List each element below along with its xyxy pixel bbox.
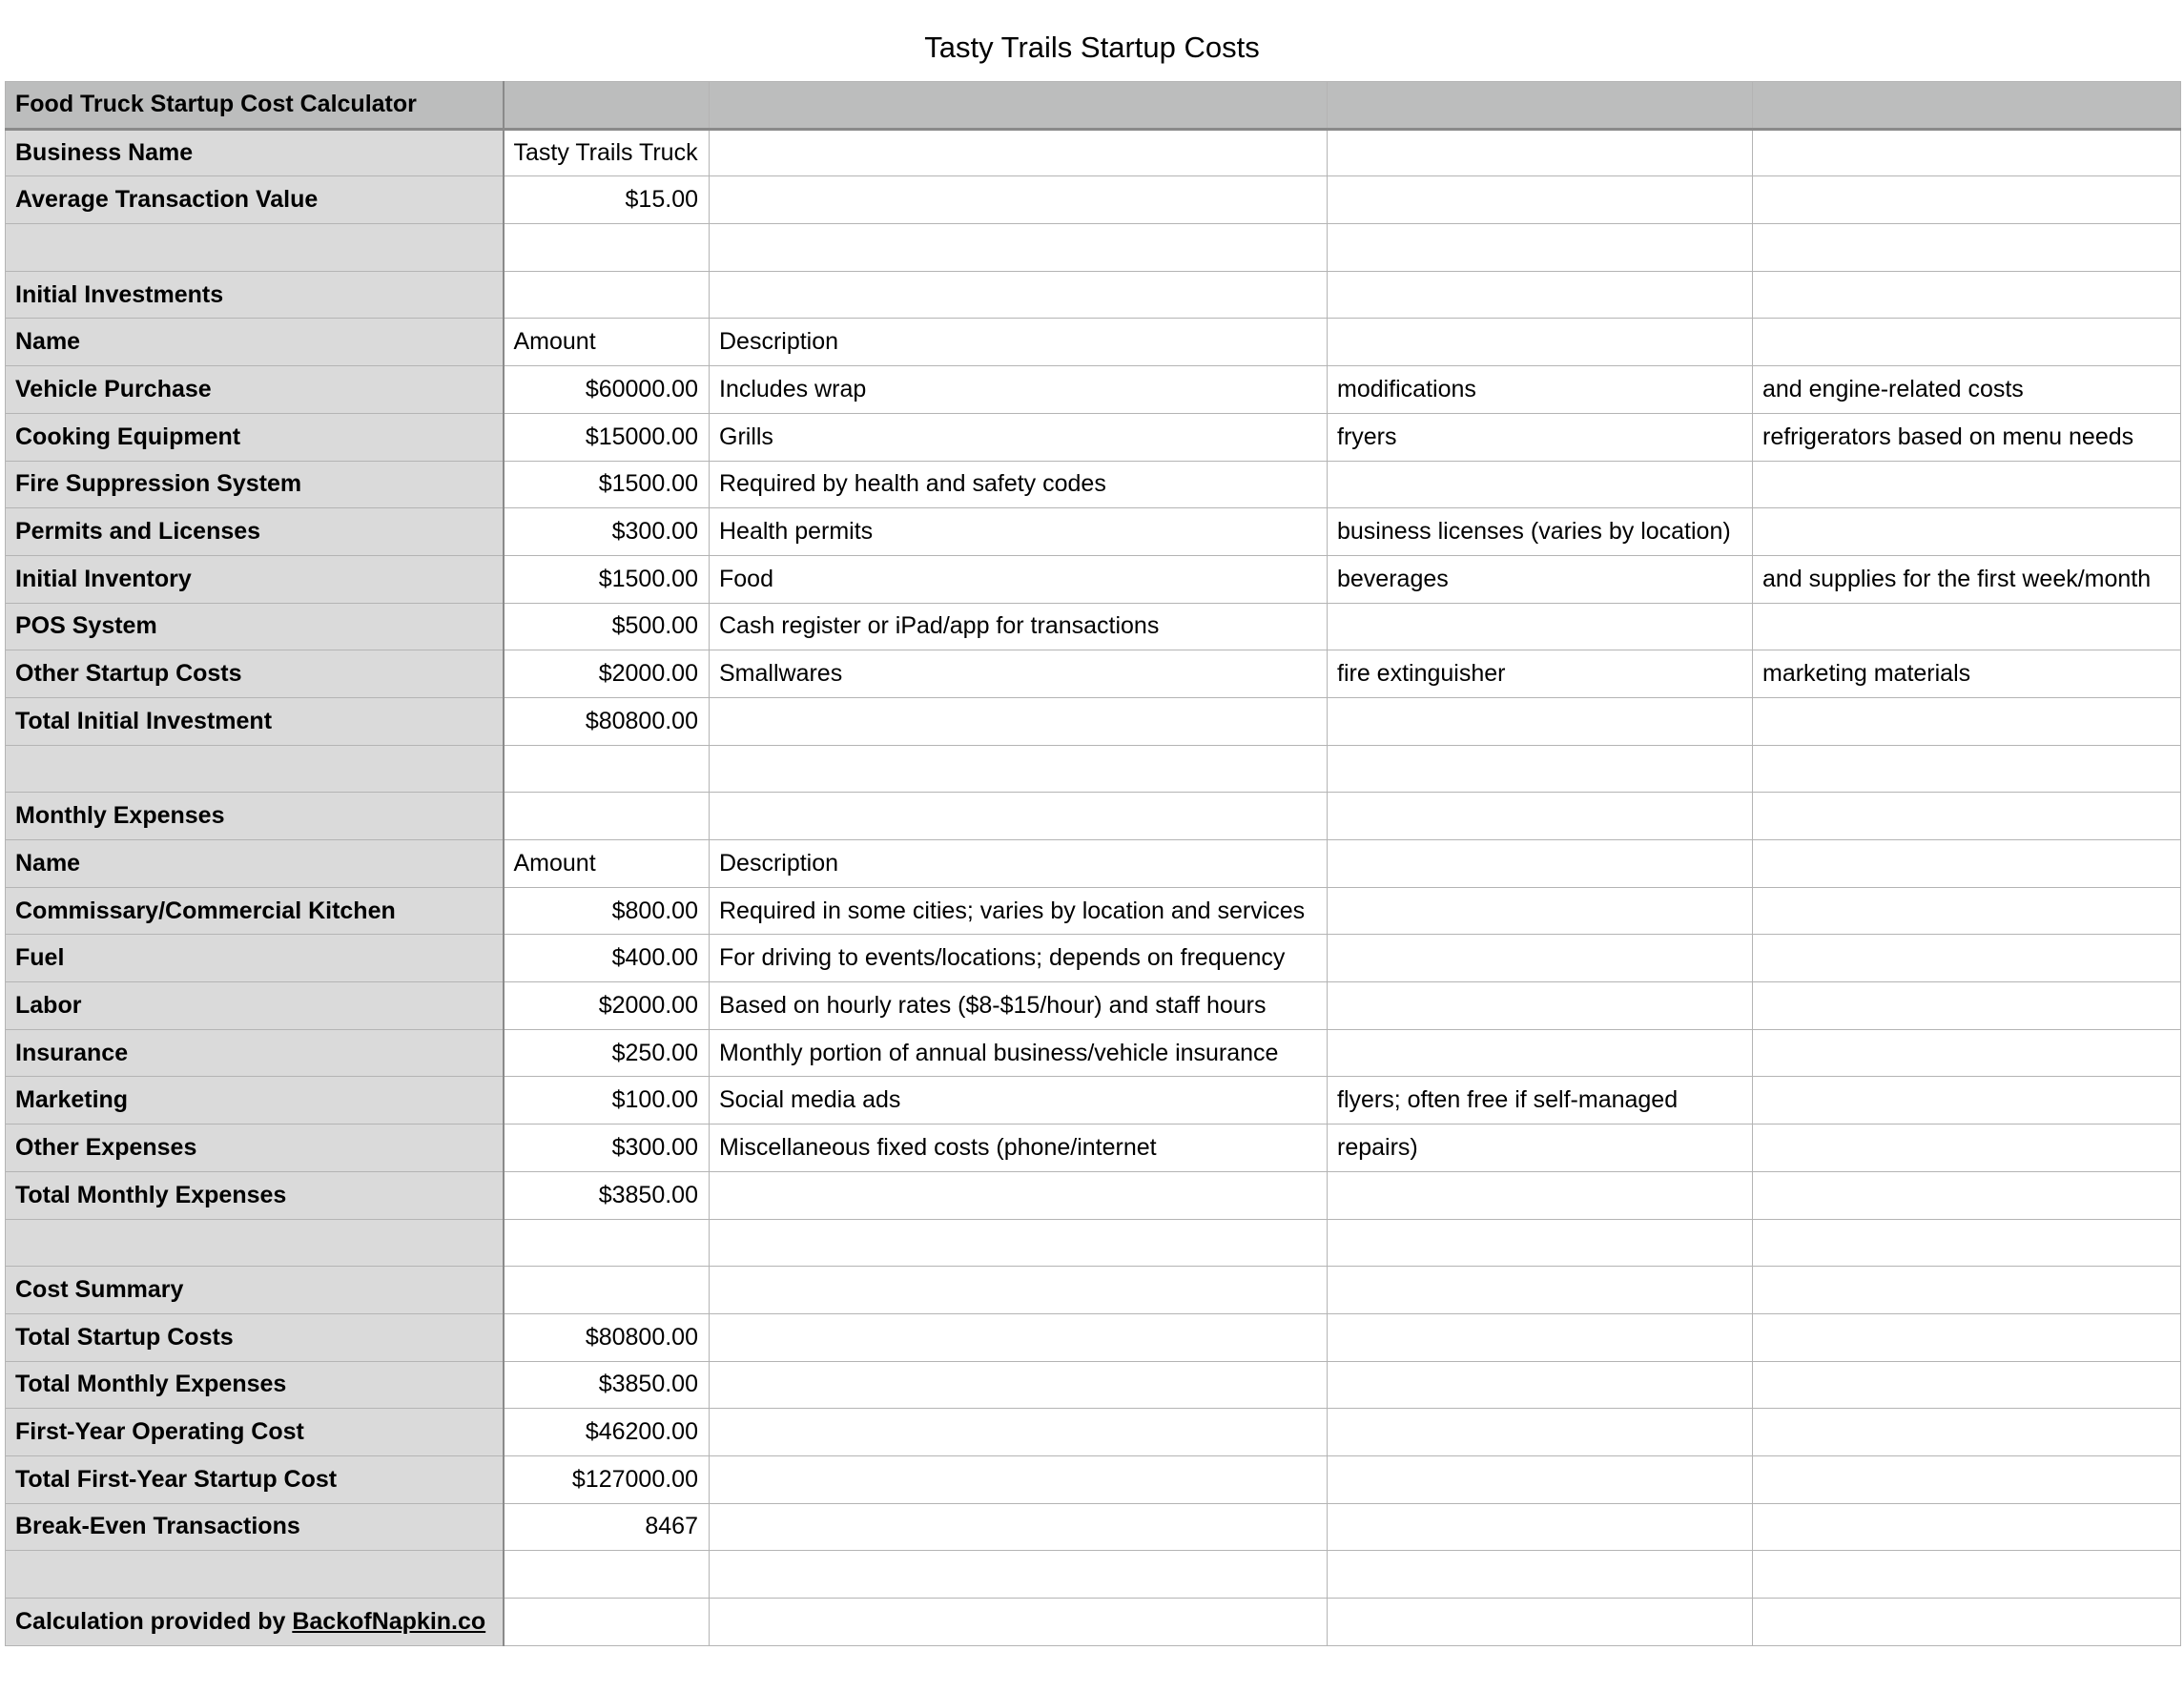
table-row [6,555,2181,603]
row-label-cell[interactable] [6,1551,504,1599]
row-label-cell[interactable]: Permits and Licenses [6,508,504,556]
cell-col-3[interactable] [1328,1361,1753,1409]
cell-col-1[interactable] [504,224,710,272]
cell-col-4[interactable] [1753,1551,2181,1599]
table-row [6,366,2181,414]
cell-col-1[interactable] [504,1267,710,1314]
row-label-cell[interactable]: Insurance [6,1029,504,1077]
cell-col-1[interactable] [504,1599,710,1646]
cell-col-4[interactable] [1753,1313,2181,1361]
row-label-cell[interactable]: Marketing [6,1077,504,1125]
row-label-cell[interactable]: Name [6,319,504,366]
cell-col-2[interactable] [710,697,1328,745]
table-row [6,793,2181,840]
header-cell-empty[interactable] [1753,82,2181,130]
cell-col-3[interactable] [1328,176,1753,224]
cell-col-2[interactable]: Required by health and safety codes [710,461,1328,508]
table-row [6,461,2181,508]
cell-col-3[interactable] [1328,793,1753,840]
cell-col-4[interactable] [1753,793,2181,840]
cell-col-1[interactable]: $127000.00 [504,1455,710,1503]
cell-col-3[interactable] [1328,271,1753,319]
row-label-cell[interactable]: Name [6,840,504,888]
cell-col-3[interactable] [1328,319,1753,366]
cell-col-4[interactable]: marketing materials [1753,650,2181,698]
cell-col-4[interactable] [1753,1219,2181,1267]
cell-col-4[interactable] [1753,887,2181,935]
cell-col-1[interactable]: $2000.00 [504,982,710,1030]
cell-col-1[interactable] [504,1551,710,1599]
footer-row [6,1599,2181,1646]
row-label-cell[interactable]: Initial Inventory [6,555,504,603]
row-label-cell[interactable]: Other Startup Costs [6,650,504,698]
header-cell-empty[interactable] [710,82,1328,130]
table-row [6,1313,2181,1361]
table-row [6,413,2181,461]
table-row [6,1125,2181,1172]
cell-col-2[interactable]: For driving to events/locations; depends on frequency [710,935,1328,982]
row-label-cell[interactable]: Cost Summary [6,1267,504,1314]
cell-col-1[interactable]: $80800.00 [504,1313,710,1361]
header-cell-empty[interactable] [1328,82,1753,130]
cell-col-2[interactable] [710,1361,1328,1409]
row-label-cell[interactable]: Commissary/Commercial Kitchen [6,887,504,935]
cell-col-2[interactable] [710,176,1328,224]
row-label-cell[interactable]: Initial Investments [6,271,504,319]
cell-col-2[interactable]: Social media ads [710,1077,1328,1125]
cell-col-4[interactable] [1753,1455,2181,1503]
cell-col-4[interactable] [1753,1409,2181,1456]
row-label-cell[interactable]: Total Monthly Expenses [6,1171,504,1219]
cell-col-3[interactable] [1328,982,1753,1030]
cell-col-3[interactable] [1328,1313,1753,1361]
header-cell-empty[interactable] [504,82,710,130]
cell-col-1[interactable]: $15000.00 [504,413,710,461]
cell-col-1[interactable]: $250.00 [504,1029,710,1077]
row-label-cell[interactable]: Other Expenses [6,1125,504,1172]
footer-prefix: Calculation provided by [15,1607,293,1635]
header-cell[interactable]: Food Truck Startup Cost Calculator [6,82,504,130]
backofnapkin-link[interactable]: BackofNapkin.co [292,1607,486,1635]
row-label-cell[interactable]: Break-Even Transactions [6,1503,504,1551]
cell-col-1[interactable]: $15.00 [504,176,710,224]
table-row [6,697,2181,745]
cell-col-4[interactable] [1753,1267,2181,1314]
row-label-cell[interactable]: Average Transaction Value [6,176,504,224]
cell-col-2[interactable] [710,1409,1328,1456]
cell-col-4[interactable] [1753,1029,2181,1077]
row-label-cell[interactable]: Total Monthly Expenses [6,1361,504,1409]
table-row [6,271,2181,319]
cell-col-1[interactable]: $800.00 [504,887,710,935]
cell-col-4[interactable] [1753,982,2181,1030]
cell-col-4[interactable] [1753,224,2181,272]
cell-col-3[interactable] [1328,935,1753,982]
table-row [6,1171,2181,1219]
cell-col-3[interactable] [1328,1455,1753,1503]
cell-col-4[interactable] [1753,1361,2181,1409]
cell-col-2[interactable] [710,793,1328,840]
cell-col-2[interactable] [710,1503,1328,1551]
cell-col-2[interactable] [710,1267,1328,1314]
cell-col-3[interactable] [1328,603,1753,650]
row-label-cell[interactable]: Total Startup Costs [6,1313,504,1361]
cell-col-3[interactable] [1328,1171,1753,1219]
footer-cell [6,1599,504,1646]
cell-col-2[interactable] [710,1455,1328,1503]
cell-col-3[interactable] [1328,1267,1753,1314]
cell-col-4[interactable]: and engine-related costs [1753,366,2181,414]
cell-col-2[interactable] [710,1219,1328,1267]
cell-col-3[interactable] [1328,461,1753,508]
cell-col-1[interactable] [504,271,710,319]
row-label-cell[interactable]: Labor [6,982,504,1030]
cell-col-1[interactable]: $400.00 [504,935,710,982]
cell-col-2[interactable]: Smallwares [710,650,1328,698]
cell-col-2[interactable] [710,1599,1328,1646]
cell-col-3[interactable]: modifications [1328,366,1753,414]
cell-col-3[interactable]: beverages [1328,555,1753,603]
cell-col-2[interactable]: Includes wrap [710,366,1328,414]
cell-col-3[interactable] [1328,129,1753,176]
table-row [6,1361,2181,1409]
cell-col-4[interactable] [1753,1599,2181,1646]
cell-col-2[interactable] [710,129,1328,176]
cell-col-3[interactable] [1328,224,1753,272]
cell-col-2[interactable]: Description [710,840,1328,888]
table-row [6,650,2181,698]
cell-col-4[interactable]: and supplies for the first week/month [1753,555,2181,603]
cell-col-1[interactable]: $300.00 [504,1125,710,1172]
cell-col-3[interactable]: business licenses (varies by location) [1328,508,1753,556]
cell-col-2[interactable]: Monthly portion of annual business/vehicle insurance [710,1029,1328,1077]
cell-col-4[interactable]: refrigerators based on menu needs [1753,413,2181,461]
cell-col-4[interactable] [1753,508,2181,556]
cell-col-4[interactable] [1753,935,2181,982]
cell-col-3[interactable] [1328,697,1753,745]
cell-col-1[interactable]: $100.00 [504,1077,710,1125]
cell-col-1[interactable]: $2000.00 [504,650,710,698]
row-label-cell[interactable]: POS System [6,603,504,650]
cell-col-3[interactable] [1328,1219,1753,1267]
row-label-cell[interactable] [6,224,504,272]
table-body [6,82,2181,1646]
cell-col-1[interactable] [504,745,710,793]
cell-col-2[interactable]: Grills [710,413,1328,461]
cell-col-4[interactable] [1753,1503,2181,1551]
table-row [6,935,2181,982]
cell-col-1[interactable]: $1500.00 [504,461,710,508]
cell-col-3[interactable] [1328,1409,1753,1456]
cell-col-1[interactable]: $80800.00 [504,697,710,745]
row-label-cell[interactable]: Business Name [6,129,504,176]
cell-col-4[interactable] [1753,840,2181,888]
cell-col-4[interactable] [1753,745,2181,793]
cell-col-4[interactable] [1753,271,2181,319]
table-row [6,129,2181,176]
cell-col-1[interactable]: $300.00 [504,508,710,556]
cell-col-2[interactable] [710,224,1328,272]
row-label-cell[interactable]: Total First-Year Startup Cost [6,1455,504,1503]
row-label-cell[interactable]: Fire Suppression System [6,461,504,508]
cell-col-2[interactable] [710,1551,1328,1599]
cell-col-1[interactable]: $3850.00 [504,1171,710,1219]
cell-col-3[interactable]: flyers; often free if self-managed [1328,1077,1753,1125]
cell-col-4[interactable] [1753,461,2181,508]
cell-col-4[interactable] [1753,1077,2181,1125]
table-row [6,745,2181,793]
row-label-cell[interactable]: Fuel [6,935,504,982]
cell-col-2[interactable] [710,1313,1328,1361]
table-row [6,508,2181,556]
cell-col-1[interactable]: $60000.00 [504,366,710,414]
cell-col-4[interactable] [1753,319,2181,366]
cell-col-2[interactable]: Required in some cities; varies by location and services [710,887,1328,935]
table-row [6,887,2181,935]
cell-col-3[interactable] [1328,1503,1753,1551]
cell-col-1[interactable]: Tasty Trails Truck [504,129,710,176]
table-row [6,1409,2181,1456]
cost-table [5,81,2181,1646]
cell-col-4[interactable] [1753,697,2181,745]
row-label-cell[interactable]: Total Initial Investment [6,697,504,745]
table-row [6,840,2181,888]
row-label-cell[interactable]: Vehicle Purchase [6,366,504,414]
cell-col-3[interactable]: fryers [1328,413,1753,461]
cell-col-4[interactable] [1753,603,2181,650]
cell-col-3[interactable] [1328,745,1753,793]
cell-col-2[interactable]: Based on hourly rates ($8-$15/hour) and staff hours [710,982,1328,1030]
cell-col-1[interactable]: 8467 [504,1503,710,1551]
cell-col-3[interactable] [1328,887,1753,935]
cell-col-2[interactable]: Miscellaneous fixed costs (phone/internet [710,1125,1328,1172]
cell-col-2[interactable] [710,1171,1328,1219]
cell-col-4[interactable] [1753,1125,2181,1172]
table-row [6,982,2181,1030]
sheet-title: Tasty Trails Startup Costs [924,31,1260,64]
row-label-cell[interactable] [6,1219,504,1267]
table-row [6,319,2181,366]
cell-col-3[interactable] [1328,1599,1753,1646]
cell-col-3[interactable] [1328,1551,1753,1599]
row-label-cell[interactable]: Cooking Equipment [6,413,504,461]
cell-col-4[interactable] [1753,129,2181,176]
cell-col-2[interactable]: Description [710,319,1328,366]
row-label-cell[interactable]: First-Year Operating Cost [6,1409,504,1456]
table-row [6,603,2181,650]
cell-col-1[interactable] [504,1219,710,1267]
table-row [6,224,2181,272]
table-row [6,1029,2181,1077]
cell-col-2[interactable] [710,745,1328,793]
cell-col-1[interactable]: $46200.00 [504,1409,710,1456]
table-row [6,1219,2181,1267]
table-row [6,176,2181,224]
cell-col-4[interactable] [1753,1171,2181,1219]
cell-col-2[interactable] [710,271,1328,319]
table-row [6,1267,2181,1314]
table-row [6,1503,2181,1551]
cell-col-3[interactable] [1328,840,1753,888]
table-row [6,1077,2181,1125]
cell-col-1[interactable]: $1500.00 [504,555,710,603]
cell-col-3[interactable]: repairs) [1328,1125,1753,1172]
table-row [6,1455,2181,1503]
cell-col-3[interactable]: fire extinguisher [1328,650,1753,698]
cell-col-1[interactable]: Amount [504,840,710,888]
cell-col-1[interactable]: $500.00 [504,603,710,650]
cell-col-1[interactable] [504,793,710,840]
cell-col-3[interactable] [1328,1029,1753,1077]
row-label-cell[interactable] [6,745,504,793]
table-row [6,1551,2181,1599]
cell-col-1[interactable]: $3850.00 [504,1361,710,1409]
cell-col-2[interactable]: Food [710,555,1328,603]
cell-col-2[interactable]: Cash register or iPad/app for transactions [710,603,1328,650]
cell-col-4[interactable] [1753,176,2181,224]
cell-col-2[interactable]: Health permits [710,508,1328,556]
cell-col-1[interactable]: Amount [504,319,710,366]
row-label-cell[interactable]: Monthly Expenses [6,793,504,840]
header-row [6,82,2181,130]
